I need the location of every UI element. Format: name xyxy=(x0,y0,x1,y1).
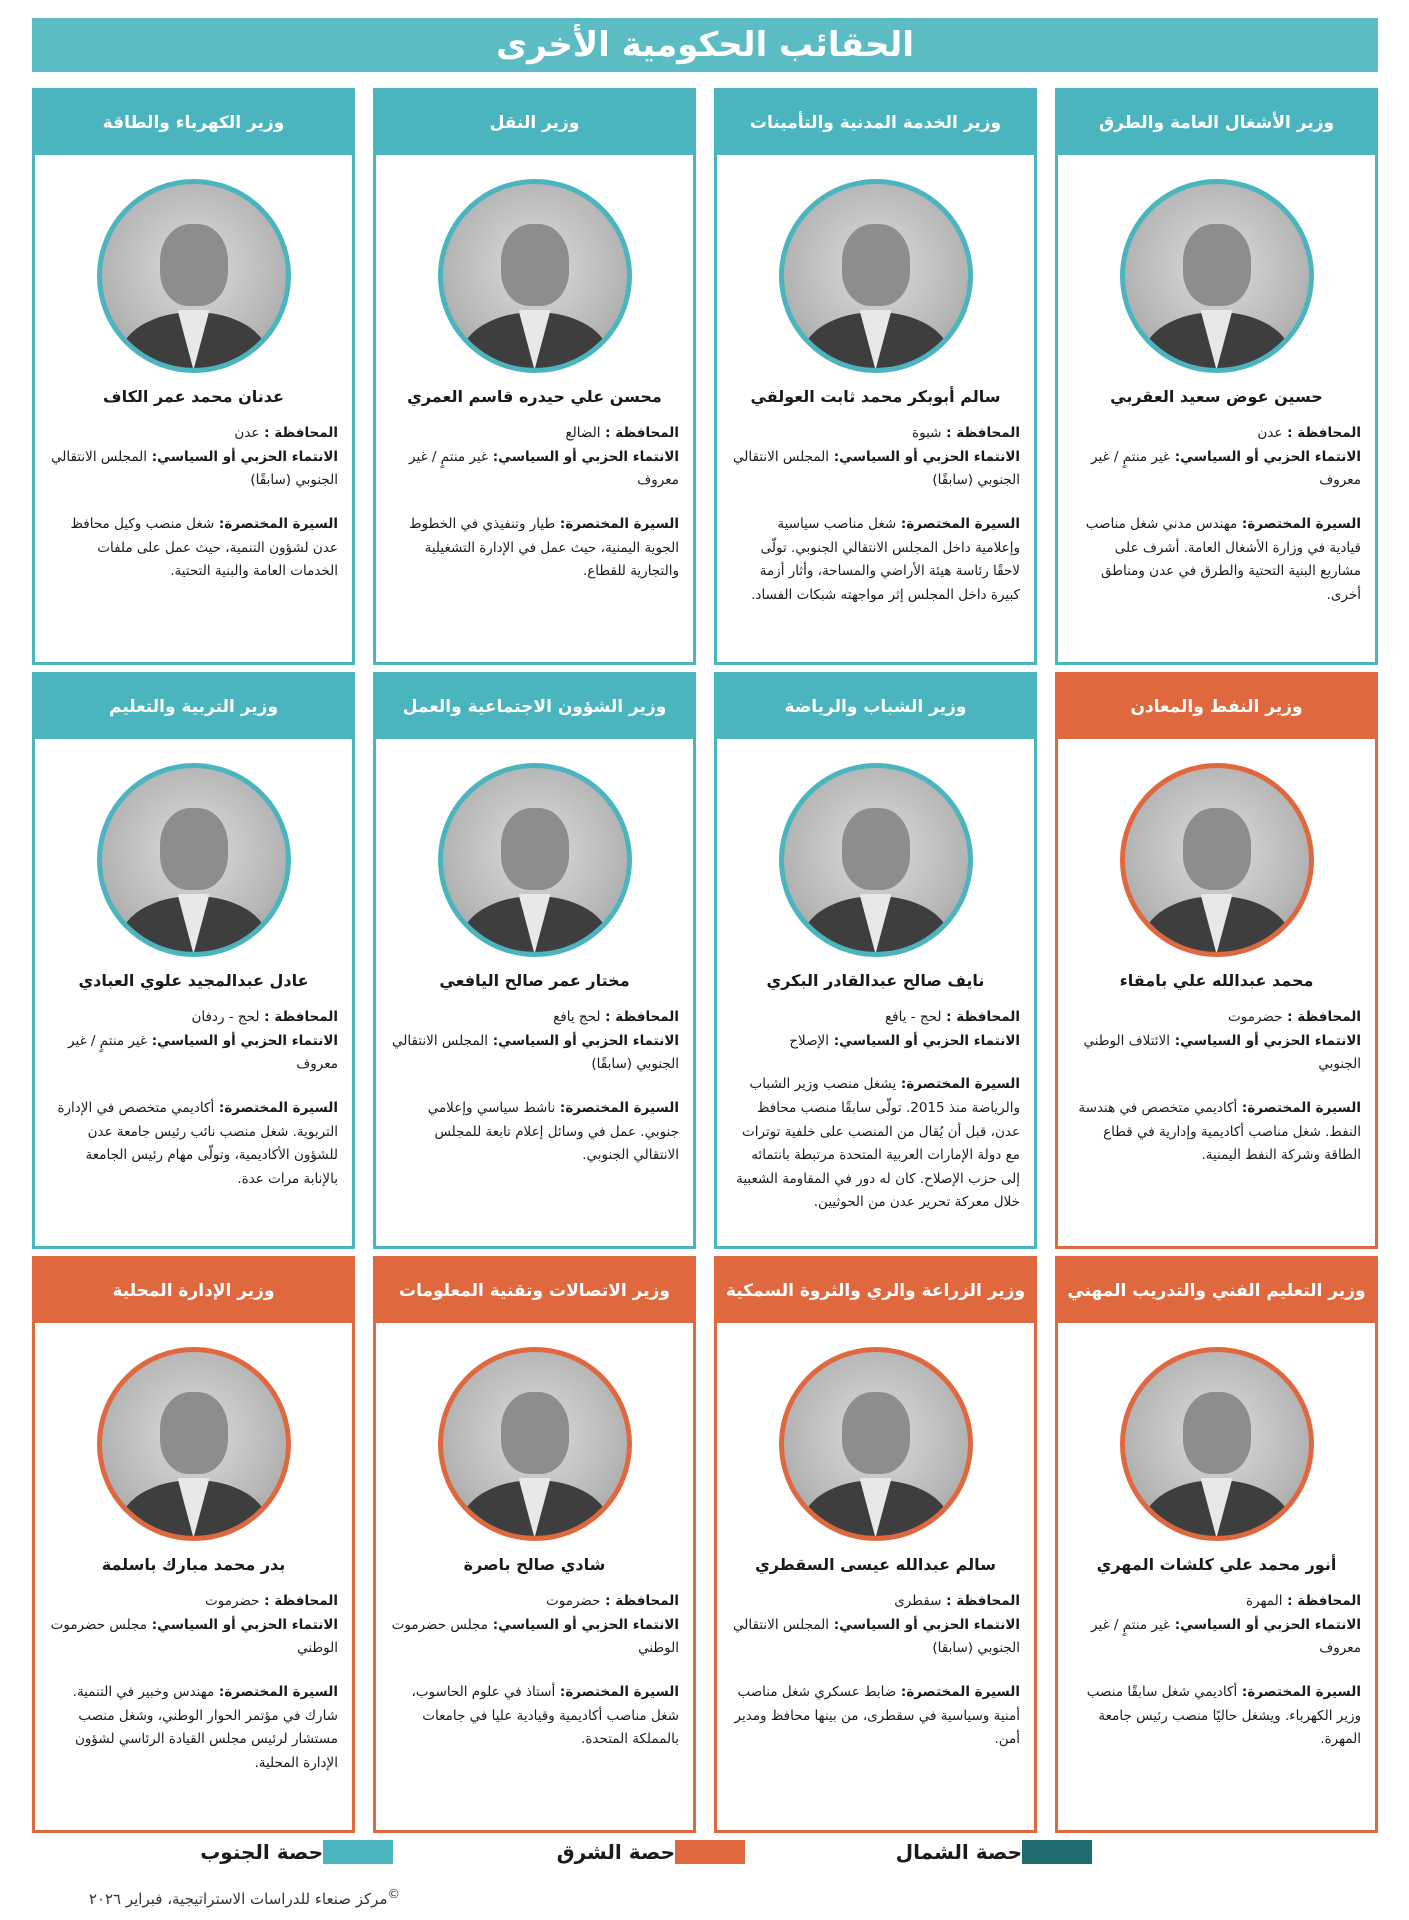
bio-label: السيرة المختصرة: xyxy=(896,515,1020,532)
minister-card-4 xyxy=(32,88,355,665)
minister-name: شادي صالح باصرة xyxy=(463,1555,606,1574)
affiliation-label: الانتماء الحزبي أو السياسي: xyxy=(829,1032,1020,1049)
governorate-label: المحافظة : xyxy=(941,1593,1020,1609)
ministry-title xyxy=(35,91,352,155)
minister-name: سالم أبوبكر محمد ثابت العولقي xyxy=(750,387,1001,406)
legend-north-swatch xyxy=(1022,1840,1092,1864)
governorate-label: المحافظة : xyxy=(259,425,338,441)
minister-card-8 xyxy=(32,672,355,1249)
affiliation-value: غير منتمٍ / غير معروف xyxy=(1091,448,1361,489)
affiliation-value: غير منتمٍ / غير معروف xyxy=(409,448,679,489)
governorate-value: لحج - ردفان xyxy=(191,1009,260,1025)
minister-photo xyxy=(1120,179,1314,373)
minister-card-7 xyxy=(373,672,696,1249)
card-body xyxy=(717,155,1034,617)
affiliation-line xyxy=(390,1614,679,1661)
minister-photo xyxy=(1120,763,1314,957)
governorate-line xyxy=(731,422,1020,446)
minister-card-2 xyxy=(714,88,1037,665)
governorate-line xyxy=(49,1006,338,1030)
portrait-face xyxy=(1183,1392,1251,1474)
affiliation-line xyxy=(731,1030,1020,1054)
bio-line xyxy=(1072,1097,1361,1168)
bio-value: شغل منصب وكيل محافظ عدن لشؤون التنمية، حيث عمل على ملفات الخدمات العامة والبنية التحتية. xyxy=(70,515,338,580)
bio-line xyxy=(390,513,679,584)
minister-card-12 xyxy=(32,1256,355,1833)
card-body xyxy=(35,739,352,1201)
minister-photo xyxy=(97,1347,291,1541)
governorate-line xyxy=(1072,1006,1361,1030)
minister-name: حسين عوض سعيد العقربي xyxy=(1110,387,1323,406)
legend-north-label: حصة الشمال xyxy=(895,1840,1022,1864)
title-bar xyxy=(32,18,1378,72)
governorate-value: لحج - يافع xyxy=(884,1009,942,1025)
governorate-label: المحافظة : xyxy=(600,425,679,441)
bio-line xyxy=(49,1097,338,1192)
ministers-grid xyxy=(32,88,1378,1833)
governorate-value: لحج يافع xyxy=(553,1009,601,1025)
ministry-title-text: وزير الزراعة والري والثروة السمكية xyxy=(725,1281,1026,1301)
bio-label: السيرة المختصرة: xyxy=(896,1683,1020,1700)
affiliation-line xyxy=(1072,1030,1361,1077)
ministry-title-text: وزير الكهرباء والطاقة xyxy=(102,113,285,133)
portrait-face xyxy=(501,808,569,890)
ministry-title xyxy=(1058,91,1375,155)
card-body xyxy=(1058,1323,1375,1762)
affiliation-value: المجلس الانتقالي الجنوبي (سابقًا) xyxy=(392,1032,679,1073)
legend-east-swatch xyxy=(675,1840,745,1864)
bio-label: السيرة المختصرة: xyxy=(555,1099,679,1116)
bio-label: السيرة المختصرة: xyxy=(214,1683,338,1700)
bio-value: أكاديمي متخصص في هندسة النفط. شغل مناصب أكاديمية وإدارية في قطاع الطاقة وشركة النفط اليمنية. xyxy=(1078,1099,1361,1164)
bio-value: أكاديمي متخصص في الإدارة التربوية. شغل منصب نائب رئيس جامعة عدن للشؤون الأكاديمية، وتولّى مهام رئيس الجامعة بالإنابة مرات عدة. xyxy=(57,1099,338,1187)
bio-value: يشغل منصب وزير الشباب والرياضة منذ 2015. تولّى سابقًا منصب محافظ عدن، قبل أن يُقال من المنصب على خلفية توترات مع دولة الإمارات العربية المتحدة مرتبطة بانتمائه إلى حزب الإصلاح. كان له دور في المقاومة الشعبية خلال معركة تحرير عدن من الحوثيين. xyxy=(736,1076,1020,1211)
affiliation-label: الانتماء الحزبي أو السياسي: xyxy=(829,448,1020,465)
affiliation-value: المجلس الانتقالي الجنوبي (سابقًا) xyxy=(733,448,1020,489)
affiliation-line xyxy=(49,1614,338,1661)
minister-name: سالم عبدالله عيسى السقطري xyxy=(755,1555,996,1574)
ministry-title-text: وزير الشباب والرياضة xyxy=(784,697,967,717)
card-body xyxy=(35,1323,352,1785)
governorate-line xyxy=(390,1590,679,1614)
portrait-face xyxy=(1183,224,1251,306)
bio-line xyxy=(731,513,1020,608)
governorate-value: حضرموت xyxy=(205,1593,260,1609)
governorate-value: شبوة xyxy=(912,425,942,441)
affiliation-label: الانتماء الحزبي أو السياسي: xyxy=(829,1616,1020,1633)
bio-label: السيرة المختصرة: xyxy=(214,515,338,532)
bio-value: أكاديمي شغل سابقًا منصب وزير الكهرباء. ويشغل حاليًا منصب رئيس جامعة المهرة. xyxy=(1086,1683,1361,1748)
legend-north xyxy=(896,1840,1106,1864)
bio-value: ناشط سياسي وإعلامي جنوبي. عمل في وسائل إعلام تابعة للمجلس الانتقالي الجنوبي. xyxy=(427,1099,679,1164)
bio-label: السيرة المختصرة: xyxy=(896,1076,1020,1093)
ministry-title-text: وزير الخدمة المدنية والتأمينات xyxy=(749,113,1002,133)
minister-card-1 xyxy=(1055,88,1378,665)
bio-value: ضابط عسكري شغل مناصب أمنية وسياسية في سقطرى، من بينها محافظ ومدير أمن. xyxy=(734,1683,1020,1748)
portrait-face xyxy=(842,808,910,890)
portrait-face xyxy=(1183,808,1251,890)
governorate-line xyxy=(49,1590,338,1614)
governorate-line xyxy=(49,422,338,446)
portrait-face xyxy=(501,1392,569,1474)
portrait-face xyxy=(501,224,569,306)
minister-card-5 xyxy=(1055,672,1378,1249)
affiliation-value: المجلس الانتقالي الجنوبي (سابقًا) xyxy=(51,448,338,489)
bio-line xyxy=(731,1073,1020,1215)
bio-label: السيرة المختصرة: xyxy=(555,515,679,532)
governorate-label: المحافظة : xyxy=(600,1009,679,1025)
governorate-value: عدن xyxy=(234,425,260,441)
governorate-line xyxy=(731,1006,1020,1030)
affiliation-line xyxy=(390,1030,679,1077)
portrait-face xyxy=(842,1392,910,1474)
ministry-title xyxy=(717,675,1034,739)
governorate-line xyxy=(1072,422,1361,446)
card-body xyxy=(717,1323,1034,1762)
ministry-title xyxy=(376,91,693,155)
credit-text: مركز صنعاء للدراسات الاستراتيجية، فبراير ٢٠٢٦ xyxy=(88,1890,388,1908)
affiliation-value: غير منتمٍ / غير معروف xyxy=(1091,1616,1361,1657)
portrait-face xyxy=(842,224,910,306)
affiliation-line xyxy=(731,1614,1020,1661)
affiliation-label: الانتماء الحزبي أو السياسي: xyxy=(488,448,679,465)
ministry-title xyxy=(35,675,352,739)
ministry-title-text: وزير النقل xyxy=(489,113,580,133)
governorate-line xyxy=(390,1006,679,1030)
legend-east xyxy=(557,1840,759,1864)
minister-card-11 xyxy=(373,1256,696,1833)
governorate-line xyxy=(1072,1590,1361,1614)
ministry-title-text: وزير التربية والتعليم xyxy=(108,697,279,717)
affiliation-value: الائتلاف الوطني الجنوبي xyxy=(1083,1032,1361,1073)
card-body xyxy=(376,1323,693,1762)
governorate-value: حضرموت xyxy=(1228,1009,1283,1025)
ministry-title-text: وزير الإدارة المحلية xyxy=(112,1281,275,1301)
affiliation-label: الانتماء الحزبي أو السياسي: xyxy=(1170,448,1361,465)
governorate-label: المحافظة : xyxy=(1282,1593,1361,1609)
bio-line xyxy=(49,513,338,584)
minister-name: محمد عبدالله علي بامقاء xyxy=(1119,971,1314,990)
minister-name: نايف صالح عبدالقادر البكري xyxy=(766,971,985,990)
bio-label: السيرة المختصرة: xyxy=(555,1683,679,1700)
minister-photo xyxy=(438,763,632,957)
bio-value: طيار وتنفيذي في الخطوط الجوية اليمنية، حيث عمل في الإدارة التشغيلية والتجارية للقطاع. xyxy=(409,515,679,580)
governorate-label: المحافظة : xyxy=(941,425,1020,441)
minister-photo xyxy=(779,763,973,957)
minister-name: بدر محمد مبارك باسلمة xyxy=(101,1555,286,1574)
credit: ©مركز صنعاء للدراسات الاستراتيجية، فبراير ٢٠٢٦ xyxy=(88,1886,400,1908)
ministry-title xyxy=(717,91,1034,155)
minister-name: عدنان محمد عمر الكاف xyxy=(103,387,284,406)
affiliation-value: مجلس حضرموت الوطني xyxy=(391,1616,679,1657)
governorate-line xyxy=(731,1590,1020,1614)
bio-value: مهندس مدني شغل مناصب قيادية في وزارة الأشغال العامة. أشرف على مشاريع البنية التحتية والطرق في عدن ومناطق أخرى. xyxy=(1085,515,1361,603)
bio-line xyxy=(1072,513,1361,608)
card-body xyxy=(717,739,1034,1225)
bio-line xyxy=(1072,1681,1361,1752)
ministry-title-text: وزير الأشغال العامة والطرق xyxy=(1098,113,1335,133)
card-body xyxy=(1058,155,1375,617)
affiliation-label: الانتماء الحزبي أو السياسي: xyxy=(147,1032,338,1049)
governorate-value: المهرة xyxy=(1246,1593,1283,1609)
ministry-title xyxy=(35,1259,352,1323)
affiliation-line xyxy=(49,446,338,493)
legend-east-label: حصة الشرق xyxy=(556,1840,675,1864)
ministry-title xyxy=(717,1259,1034,1323)
affiliation-value: غير منتمٍ / غير معروف xyxy=(68,1032,338,1073)
governorate-label: المحافظة : xyxy=(1282,1009,1361,1025)
card-body xyxy=(1058,739,1375,1178)
minister-card-10 xyxy=(714,1256,1037,1833)
governorate-label: المحافظة : xyxy=(259,1009,338,1025)
card-body xyxy=(35,155,352,594)
affiliation-label: الانتماء الحزبي أو السياسي: xyxy=(147,448,338,465)
governorate-line xyxy=(390,422,679,446)
affiliation-line xyxy=(731,446,1020,493)
bio-label: السيرة المختصرة: xyxy=(1237,1683,1361,1700)
minister-photo xyxy=(438,179,632,373)
ministry-title xyxy=(1058,675,1375,739)
ministry-title-text: وزير الاتصالات وتقنية المعلومات xyxy=(399,1281,670,1301)
page-title: الحقائب الحكومية الأخرى xyxy=(496,25,914,65)
affiliation-line xyxy=(1072,446,1361,493)
minister-card-3 xyxy=(373,88,696,665)
affiliation-line xyxy=(390,446,679,493)
bio-line xyxy=(731,1681,1020,1752)
bio-line xyxy=(390,1681,679,1752)
minister-photo xyxy=(779,1347,973,1541)
governorate-value: سقطرى xyxy=(894,1593,942,1609)
minister-photo xyxy=(1120,1347,1314,1541)
bio-value: شغل مناصب سياسية وإعلامية داخل المجلس الانتقالي الجنوبي. تولّى لاحقًا رئاسة هيئة الأراضي والمساحة، وأثار أزمة كبيرة داخل المجلس إثر مواجهته شبكات الفساد. xyxy=(751,515,1020,603)
portrait-face xyxy=(160,1392,228,1474)
governorate-value: حضرموت xyxy=(546,1593,601,1609)
minister-photo xyxy=(779,179,973,373)
ministry-title xyxy=(376,675,693,739)
affiliation-label: الانتماء الحزبي أو السياسي: xyxy=(488,1616,679,1633)
bio-label: السيرة المختصرة: xyxy=(1237,515,1361,532)
minister-card-9 xyxy=(1055,1256,1378,1833)
minister-photo xyxy=(97,763,291,957)
legend xyxy=(0,1840,1409,1868)
affiliation-label: الانتماء الحزبي أو السياسي: xyxy=(1170,1616,1361,1633)
affiliation-label: الانتماء الحزبي أو السياسي: xyxy=(1170,1032,1361,1049)
bio-line xyxy=(49,1681,338,1776)
bio-value: أستاذ في علوم الحاسوب، شغل مناصب أكاديمية وقيادية عليا في جامعات بالمملكة المتحدة. xyxy=(411,1683,679,1748)
card-body xyxy=(376,739,693,1178)
portrait-face xyxy=(160,808,228,890)
governorate-label: المحافظة : xyxy=(941,1009,1020,1025)
legend-south-label: حصة الجنوب xyxy=(200,1840,323,1864)
minister-name: محسن علي حيدره قاسم العمري xyxy=(407,387,662,406)
affiliation-line xyxy=(49,1030,338,1077)
ministry-title-text: وزير النفط والمعادن xyxy=(1130,697,1303,717)
ministry-title-text: وزير الشؤون الاجتماعية والعمل xyxy=(402,697,667,717)
governorate-label: المحافظة : xyxy=(259,1593,338,1609)
bio-line xyxy=(390,1097,679,1168)
legend-south xyxy=(200,1840,407,1864)
affiliation-line xyxy=(1072,1614,1361,1661)
portrait-face xyxy=(160,224,228,306)
card-body xyxy=(376,155,693,594)
affiliation-value: المجلس الانتقالي الجنوبي (سابقا) xyxy=(733,1616,1020,1657)
affiliation-label: الانتماء الحزبي أو السياسي: xyxy=(147,1616,338,1633)
governorate-label: المحافظة : xyxy=(1282,425,1361,441)
minister-photo xyxy=(97,179,291,373)
affiliation-value: مجلس حضرموت الوطني xyxy=(50,1616,338,1657)
affiliation-value: الإصلاح xyxy=(789,1032,829,1049)
bio-label: السيرة المختصرة: xyxy=(214,1099,338,1116)
governorate-value: الضالع xyxy=(565,425,601,441)
bio-label: السيرة المختصرة: xyxy=(1237,1099,1361,1116)
legend-south-swatch xyxy=(323,1840,393,1864)
ministry-title xyxy=(376,1259,693,1323)
governorate-value: عدن xyxy=(1257,425,1283,441)
affiliation-label: الانتماء الحزبي أو السياسي: xyxy=(488,1032,679,1049)
ministry-title-text: وزير التعليم الفني والتدريب المهني xyxy=(1067,1281,1366,1301)
minister-name: أنور محمد علي كلشات المهري xyxy=(1096,1555,1337,1574)
ministry-title xyxy=(1058,1259,1375,1323)
minister-photo xyxy=(438,1347,632,1541)
minister-name: مختار عمر صالح اليافعي xyxy=(439,971,630,990)
minister-name: عادل عبدالمجيد علوي العبادي xyxy=(78,971,309,990)
bio-value: مهندس وخبير في التنمية. شارك في مؤتمر الحوار الوطني، وشغل منصب مستشار لرئيس مجلس القيادة الرئاسي لشؤون الإدارة المحلية. xyxy=(72,1683,338,1771)
minister-card-6 xyxy=(714,672,1037,1249)
governorate-label: المحافظة : xyxy=(600,1593,679,1609)
